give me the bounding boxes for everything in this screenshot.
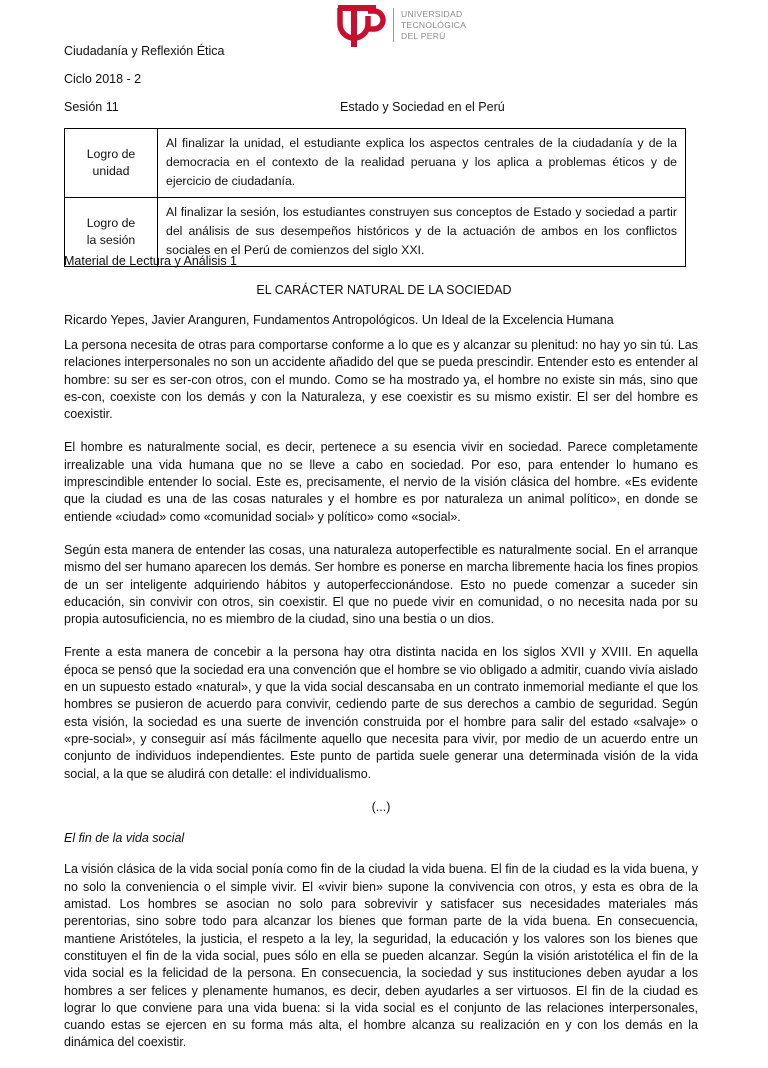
session-title: Estado y Sociedad en el Perú bbox=[340, 100, 505, 114]
reading-body bbox=[64, 337, 698, 1068]
goals-table bbox=[64, 128, 686, 267]
paragraph: La visión clásica de la vida social ponía como fin de la ciudad la vida buena. El fin de la ciudad es la vida buena, y no solo la conveniencia o el simple vivir. El «vivir bien» supone la convivencia con otros, y esta es obra de la amistad. Los hombres se asocian no solo para sobrevivir y satisfacer sus necesidades materiales más perentorias, sino sobre todo para alcanzar los bienes que forman parte de la vida buena. En consecuencia, mantiene Aristóteles, la justicia, el respeto a la ley, la seguridad, la educación y los valores son los bienes que constituyen el fin de la vida social, pues sólo en ella se pueden alcanzar. Según la visión aristotélica el fin de la vida social es la felicidad de la persona. En consecuencia, la sociedad y sus instituciones deben ayudar a los hombres a ser felices y plenamente humanos, es decir, deben ayudarles a ser virtuosos. El fin de la ciudad es lograr lo que conviene para una vida buena: si la vida social es el conjunto de las relaciones interpersonales, cuando estas se ejercen en su forma más alta, el hombre alcanza su realización en y con los demás en la dinámica del coexistir. bbox=[64, 862, 698, 1050]
session-number: Sesión 11 bbox=[64, 100, 119, 114]
paragraph: La persona necesita de otras para comportarse conforme a lo que es y alcanzar su plenitud: no hay yo sin tú. Las relaciones interpersonales no son un accidente añadido del que se pueda prescindir. Entender esto es entender al hombre: su ser es ser-con otros, con el mundo. Como se ha mostrado ya, el hombre no existe sin más, sino que es-con, coexiste con los demás y con la Naturaleza, y ese coexistir es su mismo existir. El ser del hombre es coexistir. bbox=[64, 338, 698, 422]
logo-text-line3: DEL PERÚ bbox=[401, 31, 446, 41]
course-name: Ciudadanía y Reflexión Ética bbox=[64, 44, 225, 58]
reading-authors: Ricardo Yepes, Javier Aranguren, Fundamentos Antropológicos. Un Ideal de la Excelencia Humana bbox=[64, 313, 614, 327]
cycle: Ciclo 2018 - 2 bbox=[64, 72, 142, 86]
goal-text-unit: Al finalizar la unidad, el estudiante explica los aspectos centrales de la ciudadanía y de la democracia en el contexto de la realidad peruana y los aplica a problemas éticos y de ejercicio de ciudadanía. bbox=[158, 129, 686, 198]
paragraph: Frente a esta manera de concebir a la persona hay otra distinta nacida en los siglos XVII y XVIII. En aquella época se pensó que la sociedad era una convención que el hombre se vio obligado a admitir, cuando vivía aislado en un supuesto estado «natural», y que la vida social descansaba en un contrato inmemorial mediante el que los hombres se pusieron de acuerdo para convivir, cediendo parte de sus derechos a cambio de seguridad. Según esta visión, la sociedad es una suerte de invención construida por el hombre para salir del estado «salvaje» o «pre-social», y conseguir así más fácilmente aquello que necesita para vivir, por medio de un acuerdo entre un conjunto de individuos independientes. Este punto de partida suele generar una determinada visión de la vida social, a la que se aludirá con detalle: el individualismo. bbox=[64, 645, 698, 781]
goal-text-session: Al finalizar la sesión, los estudiantes construyen sus conceptos de Estado y sociedad a partir del análisis de sus desempeños históricos y de la actuación de ambos en los conflictos sociales en el Perú de comienzos del siglo XXI. bbox=[158, 198, 686, 267]
goal-row-unit bbox=[65, 129, 686, 198]
logo-text bbox=[401, 9, 466, 42]
paragraph: Según esta manera de entender las cosas, una naturaleza autoperfectible es naturalmente social. En el arranque mismo del ser humano aparecen los demás. Ser hombre es ponerse en marcha libremente hacia los fines propios de un ser inteligente adquiriendo hábitos y autoperfeccionándose. Esto no puede comenzar a suceder sin educación, sin convivir con otros, sin coexistir. El que no puede vivir en comunidad, o no necesita nada por su propia autosuficiencia, no es miembro de la ciudad, sino una bestia o un dios. bbox=[64, 542, 698, 627]
goal-label-line: Logro de bbox=[86, 147, 136, 161]
logo-text-line2: TECNOLÓGICA bbox=[401, 20, 467, 30]
ellipsis: (...) bbox=[371, 799, 391, 814]
reading-title: EL CARÁCTER NATURAL DE LA SOCIEDAD bbox=[256, 283, 512, 297]
goal-label-unit bbox=[65, 129, 158, 198]
logo-text-line1: UNIVERSIDAD bbox=[401, 9, 463, 19]
subheading: El fin de la vida social bbox=[64, 831, 185, 846]
material-label: Material de Lectura y Análisis 1 bbox=[64, 254, 238, 268]
paragraph: El hombre es naturalmente social, es decir, pertenece a su esencia vivir en sociedad. Parece completamente irrealizable una vida humana que no se lleve a cabo en sociedad. Por eso, para entender lo humano es imprescindible entender lo social. Este es, precisamente, el nervio de la visión clásica del hombre. «Es evidente que la ciudad es una de las cosas naturales y el hombre es por naturaleza un animal político», en donde se entiende «ciudad» como «comunidad social» y político» como «social». bbox=[64, 440, 698, 524]
goal-label-line: la sesión bbox=[86, 233, 136, 247]
goal-label-line: unidad bbox=[92, 164, 130, 178]
goal-label-line: Logro de bbox=[86, 216, 136, 230]
